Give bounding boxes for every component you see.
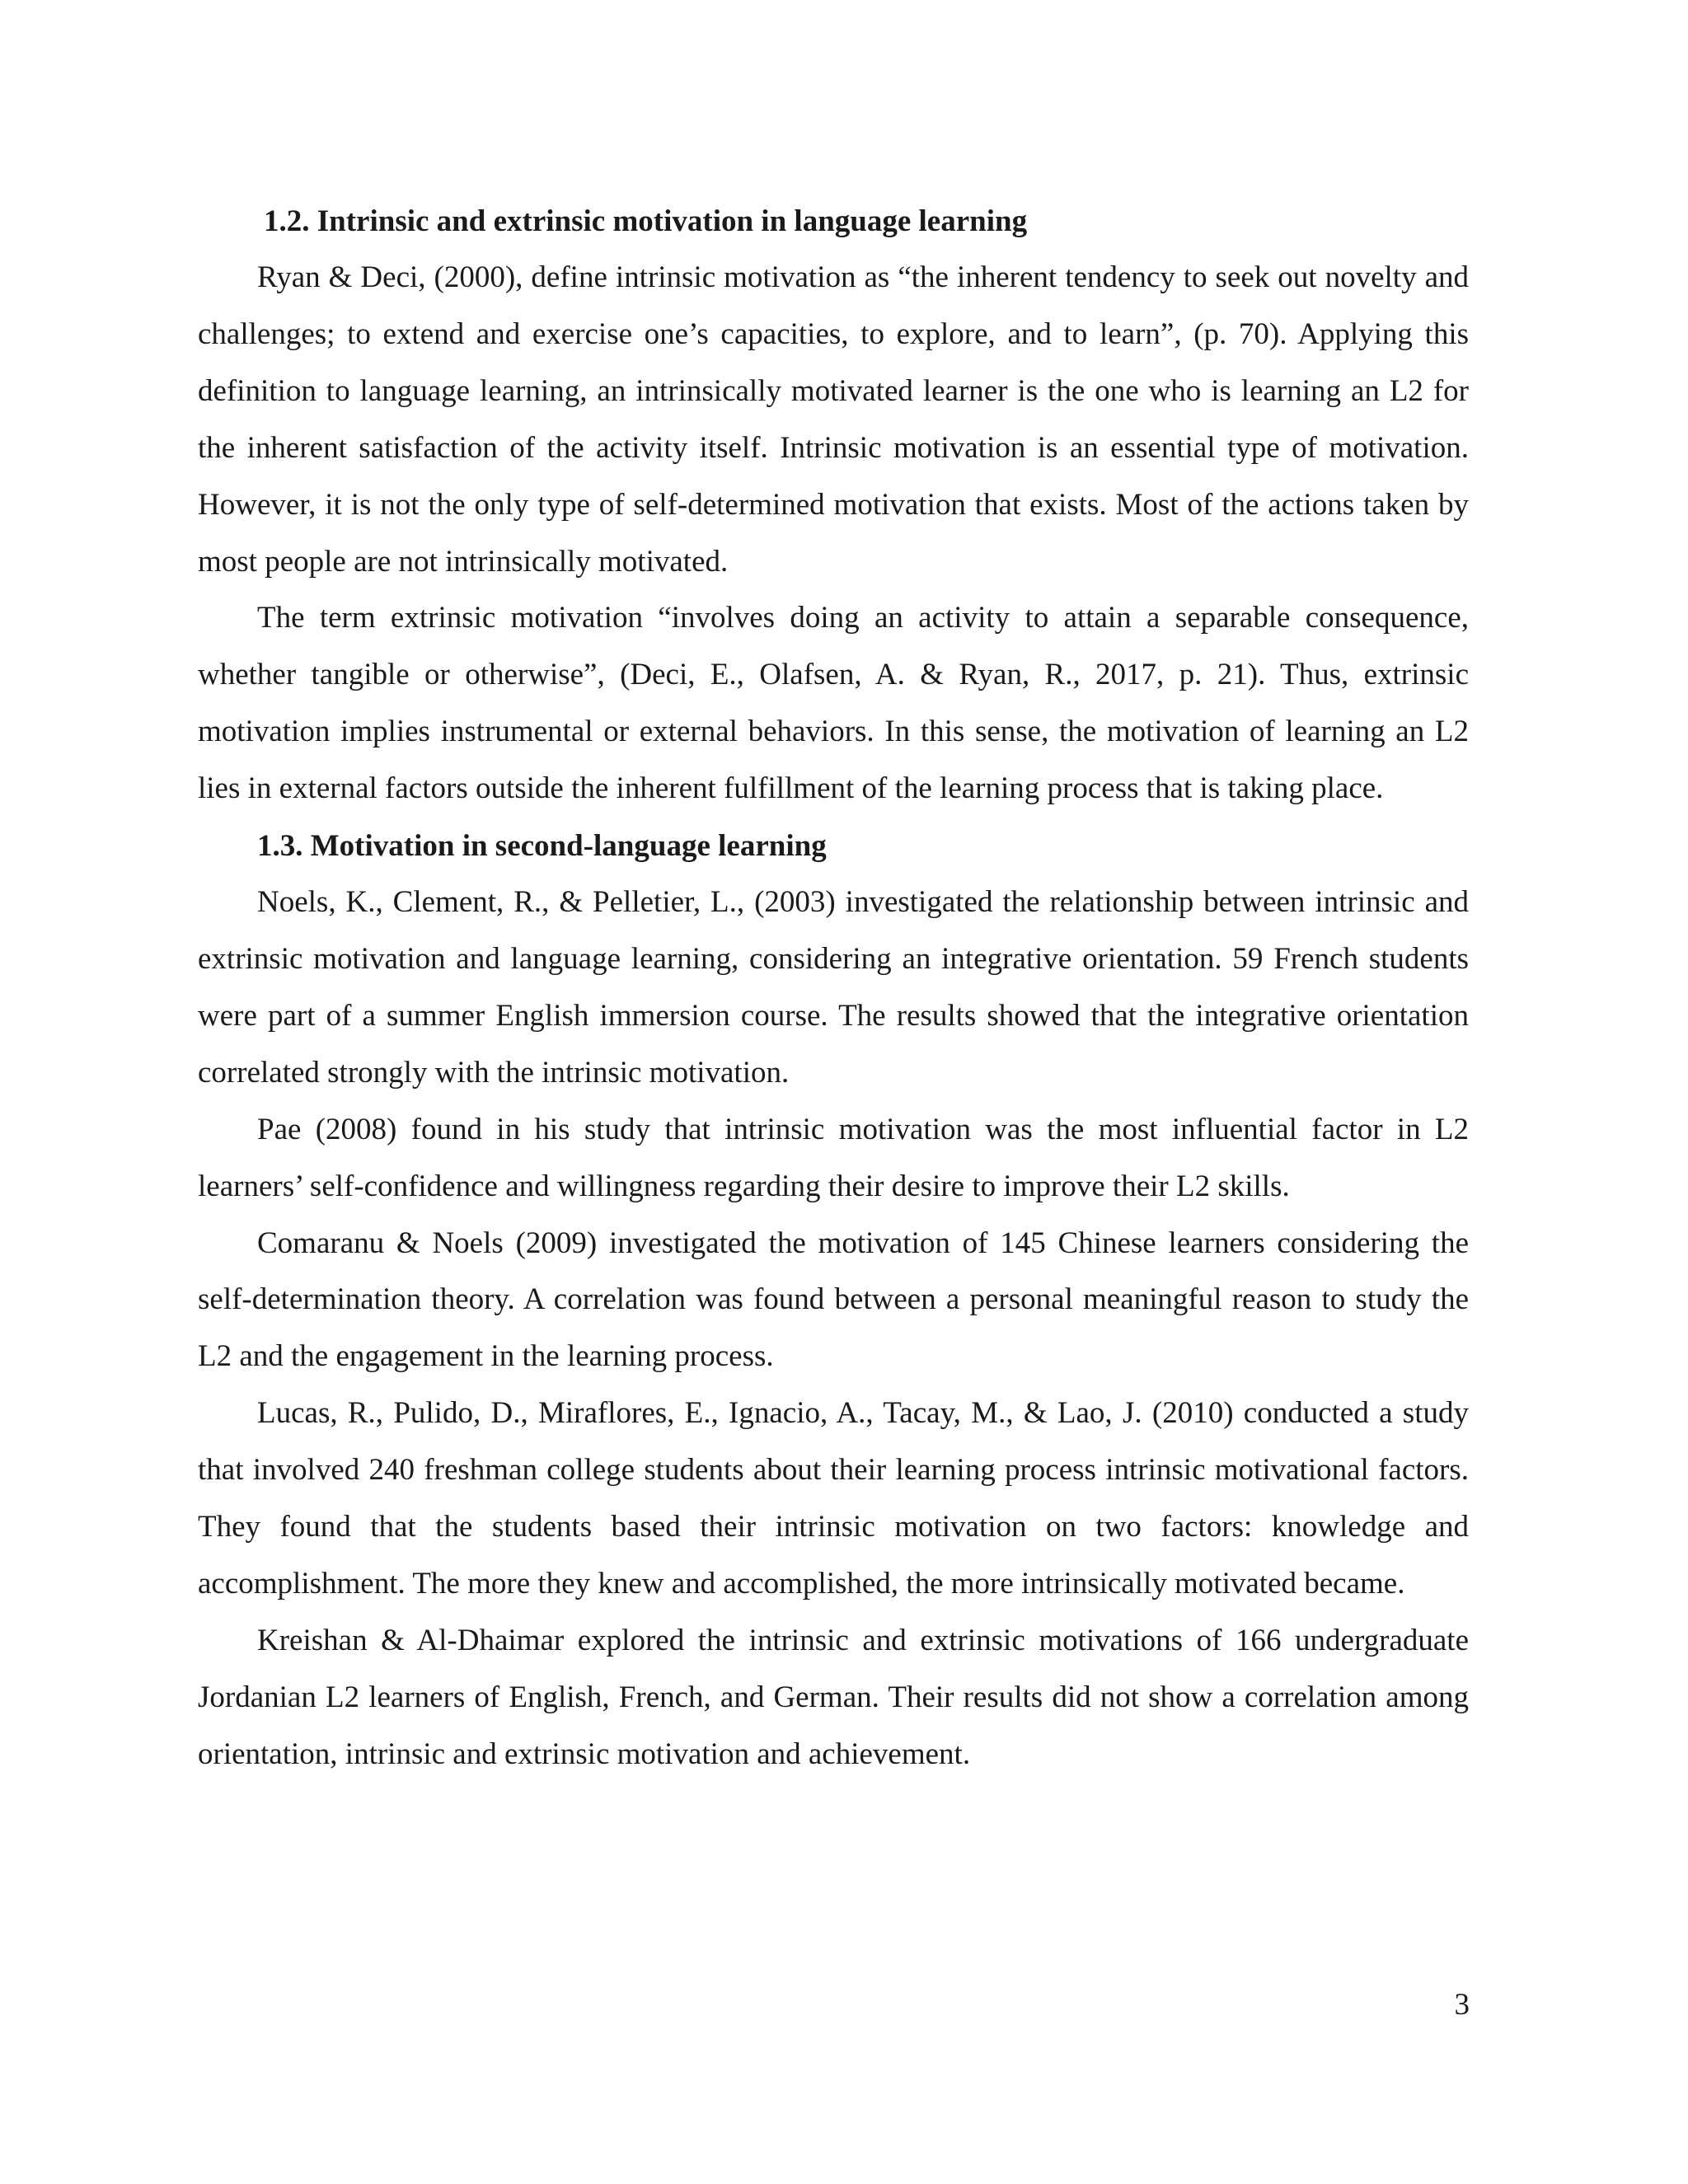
section-1-3: [198, 818, 1469, 1783]
paragraph: Lucas, R., Pulido, D., Miraflores, E., Ignacio, A., Tacay, M., & Lao, J. (2010) conducted a study that involved 240 freshman college students about their learning process intrinsic motivational factors. They found that the students based their intrinsic motivation on two factors: knowledge and accomplishment. The more they knew and accomplished, the more intrinsically motivated became.: [198, 1396, 1469, 1601]
paragraph: Noels, K., Clement, R., & Pelletier, L., (2003) investigated the relationship between intrinsic and extrinsic motivation and language learning, considering an integrative orientation. 59 French students were part of a summer English immersion course. The results showed that the integrative orientation correlated strongly with the intrinsic motivation.: [198, 885, 1469, 1090]
page-number: 3: [1454, 1988, 1470, 2022]
paragraph: Kreishan & Al-Dhaimar explored the intrinsic and extrinsic motivations of 166 undergraduate Jordanian L2 learners of English, French, and German. Their results did not show a correlation among orientation, intrinsic and extrinsic motivation and achievement.: [198, 1623, 1469, 1771]
paragraph: The term extrinsic motivation “involves doing an activity to attain a separable consequence, whether tangible or otherwise”, (Deci, E., Olafsen, A. & Ryan, R., 2017, p. 21). Thus, extrinsic motivation implies instrumental or external behaviors. In this sense, the motivation of learning an L2 lies in external factors outside the inherent fulfillment of the learning process that is taking place.: [198, 601, 1469, 806]
paragraph: Ryan & Deci, (2000), define intrinsic motivation as “the inherent tendency to seek out novelty and challenges; to extend and exercise one’s capacities, to explore, and to learn”, (p. 70). Applying this definition to language learning, an intrinsically motivated learner is the one who is learning an L2 for the inherent satisfaction of the activity itself. Intrinsic motivation is an essential type of motivation. However, it is not the only type of self-determined motivation that exists. Most of the actions taken by most people are not intrinsically motivated.: [198, 260, 1469, 579]
section-heading: 1.2. Intrinsic and extrinsic motivation in language learning: [264, 204, 1028, 238]
section-heading: 1.3. Motivation in second-language learning: [257, 829, 827, 864]
section-1-2: [198, 193, 1469, 818]
paragraph: Comaranu & Noels (2009) investigated the motivation of 145 Chinese learners considering the self-determination theory. A correlation was found between a personal meaningful reason to study the L2 and the engagement in the learning process.: [198, 1226, 1469, 1374]
paragraph: Pae (2008) found in his study that intrinsic motivation was the most influential factor in L2 learners’ self-confidence and willingness regarding their desire to improve their L2 skills.: [198, 1112, 1469, 1203]
document-page: [198, 193, 1469, 1783]
